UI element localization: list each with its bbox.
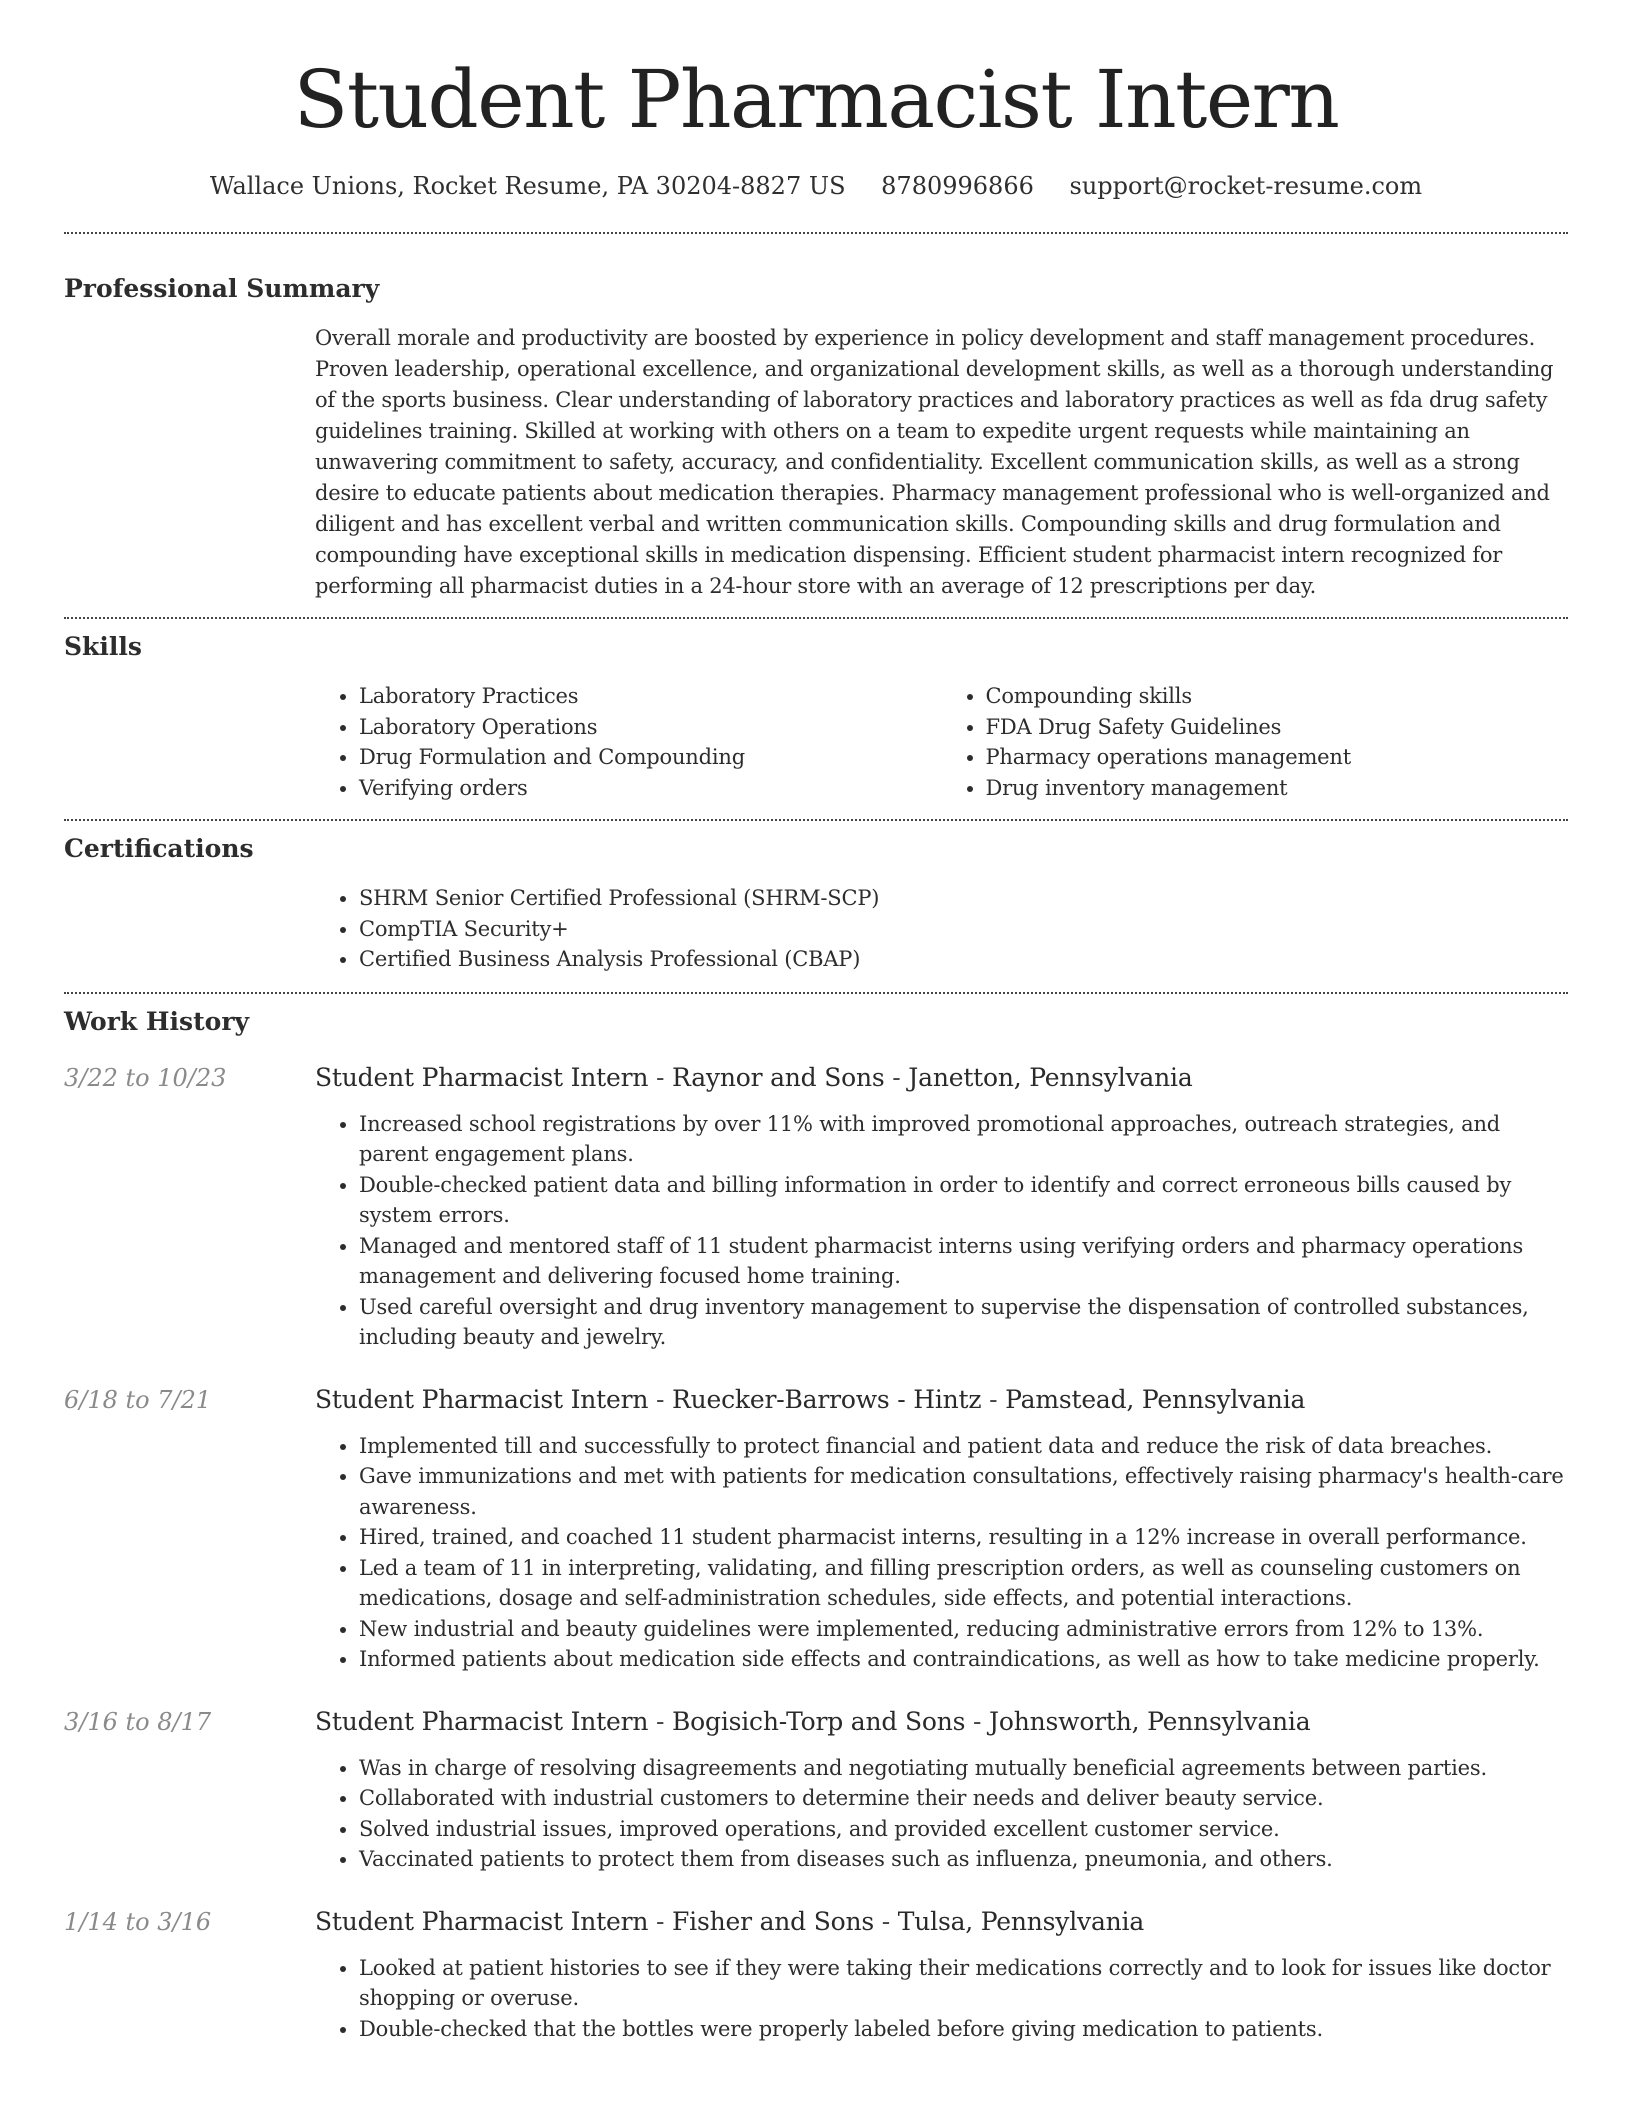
- job-dates: 3/16 to 8/17: [64, 1707, 212, 1736]
- job-role: Student Pharmacist Intern: [315, 1906, 649, 1936]
- job-heading: Student Pharmacist Intern - Raynor and Sons - Janetton, Pennsylvania: [315, 1062, 1193, 1092]
- job-role: Student Pharmacist Intern: [315, 1706, 649, 1736]
- job-body: [315, 1705, 1568, 1875]
- job-dates: 6/18 to 7/21: [64, 1385, 212, 1414]
- skills-list-left: [315, 681, 942, 803]
- job-bullet: • Managed and mentored staff of 11 student pharmacist interns using verifying orders and pharmacy operations management and delivering focused home training.: [359, 1231, 1568, 1292]
- job-entry: [64, 1383, 1568, 1675]
- certification-item: • SHRM Senior Certified Professional (SHRM-SCP): [359, 883, 1568, 914]
- skill-item: • Laboratory Practices: [359, 681, 942, 712]
- summary-text: Overall morale and productivity are boosted by experience in policy development and staff management procedures. Proven leadership, operational excellence, and organizational development skills, as well as a thorough understanding of the sports business. Clear understanding of laboratory practices and laboratory practices as well as fda drug safety guidelines training. Skilled at working with others on a team to expedite urgent requests while maintaining an unwavering commitment to safety, accuracy, and confidentiality. Excellent communication skills, as well as a strong desire to educate patients about medication therapies. Pharmacy management professional who is well-organized and diligent and has excellent verbal and written communication skills. Compounding skills and drug formulation and compounding have exceptional skills in medication dispensing. Efficient student pharmacist intern recognized for performing all pharmacist duties in a 24-hour store with an average of 12 prescriptions per day.: [315, 326, 1554, 598]
- section-title: Skills: [64, 632, 142, 661]
- divider: [64, 232, 1568, 234]
- divider: [64, 992, 1568, 994]
- job-company: Fisher and Sons: [672, 1906, 875, 1936]
- job-heading: Student Pharmacist Intern - Bogisich-Torp and Sons - Johnsworth, Pennsylvania: [315, 1706, 1311, 1736]
- contact-phone: 8780996866: [881, 172, 1034, 200]
- job-heading: Student Pharmacist Intern - Fisher and Sons - Tulsa, Pennsylvania: [315, 1906, 1145, 1936]
- divider: [64, 819, 1568, 821]
- skills-grid: [315, 681, 1568, 803]
- job-entry: [64, 1705, 1568, 1875]
- work-history-section: [64, 1005, 1568, 2045]
- job-body: [315, 1905, 1568, 2045]
- job-bullets: [315, 1109, 1568, 1353]
- job-role: Student Pharmacist Intern: [315, 1384, 649, 1414]
- job-body: [315, 1061, 1568, 1353]
- skill-item: • Verifying orders: [359, 773, 942, 804]
- job-role: Student Pharmacist Intern: [315, 1062, 649, 1092]
- job-bullet: • Implemented till and successfully to protect financial and patient data and reduce the risk of data breaches.: [359, 1431, 1568, 1462]
- certifications-list: [315, 883, 1568, 975]
- job-bullet: • Solved industrial issues, improved operations, and provided excellent customer service.: [359, 1814, 1568, 1845]
- job-bullet: • Looked at patient histories to see if they were taking their medications correctly and to look for issues like doctor shopping or overuse.: [359, 1953, 1568, 2014]
- resume-name: Student Pharmacist Intern: [293, 53, 1339, 146]
- job-company: Ruecker-Barrows - Hintz: [672, 1384, 982, 1414]
- divider: [64, 617, 1568, 619]
- job-heading: Student Pharmacist Intern - Ruecker-Barrows - Hintz - Pamstead, Pennsylvania: [315, 1384, 1306, 1414]
- resume-page: [64, 0, 1568, 2044]
- job-company: Raynor and Sons: [672, 1062, 885, 1092]
- job-bullet: • Collaborated with industrial customers to determine their needs and deliver beauty service.: [359, 1783, 1568, 1814]
- job-bullets: [315, 1953, 1568, 2045]
- job-bullet: • New industrial and beauty guidelines were implemented, reducing administrative errors from 12% to 13%.: [359, 1614, 1568, 1645]
- job-location: Johnsworth, Pennsylvania: [989, 1706, 1311, 1736]
- job-location: Tulsa, Pennsylvania: [897, 1906, 1145, 1936]
- job-company: Bogisich-Torp and Sons: [672, 1706, 966, 1736]
- certifications-section: [64, 832, 1568, 975]
- job-dates: 3/22 to 10/23: [64, 1063, 227, 1092]
- certification-item: • CompTIA Security+: [359, 914, 1568, 945]
- contact-line: [64, 170, 1568, 202]
- job-bullets: [315, 1431, 1568, 1675]
- job-entry: [64, 1061, 1568, 1353]
- job-bullet: • Led a team of 11 in interpreting, validating, and filling prescription orders, as well as counseling customers on medications, dosage and self-administration schedules, side effects, and potential interactions.: [359, 1553, 1568, 1614]
- skill-item: • FDA Drug Safety Guidelines: [986, 712, 1569, 743]
- job-location: Pamstead, Pennsylvania: [1005, 1384, 1306, 1414]
- skill-item: • Drug Formulation and Compounding: [359, 742, 942, 773]
- job-bullet: • Double-checked that the bottles were properly labeled before giving medication to patients.: [359, 2014, 1568, 2045]
- job-bullet: • Increased school registrations by over 11% with improved promotional approaches, outreach strategies, and parent engagement plans.: [359, 1109, 1568, 1170]
- job-bullet: • Used careful oversight and drug inventory management to supervise the dispensation of controlled substances, including beauty and jewelry.: [359, 1292, 1568, 1353]
- contact-address: Wallace Unions, Rocket Resume, PA 30204-8827 US: [209, 172, 846, 200]
- job-body: [315, 1383, 1568, 1675]
- summary-content: [315, 323, 1568, 602]
- job-bullet: • Hired, trained, and coached 11 student pharmacist interns, resulting in a 12% increase in overall performance.: [359, 1522, 1568, 1553]
- job-bullet: • Was in charge of resolving disagreements and negotiating mutually beneficial agreements between parties.: [359, 1753, 1568, 1784]
- job-dates: 1/14 to 3/16: [64, 1907, 212, 1936]
- certification-item: • Certified Business Analysis Professional (CBAP): [359, 944, 1568, 975]
- contact-email: support@rocket-resume.com: [1069, 172, 1423, 200]
- job-entry: [64, 1905, 1568, 2045]
- section-title: Certifications: [64, 834, 254, 863]
- skills-section: [64, 630, 1568, 803]
- skill-item: • Pharmacy operations management: [986, 742, 1569, 773]
- skill-item: • Drug inventory management: [986, 773, 1569, 804]
- skill-item: • Laboratory Operations: [359, 712, 942, 743]
- summary-section: [64, 272, 1568, 602]
- job-bullet: • Informed patients about medication side effects and contraindications, as well as how to take medicine properly.: [359, 1644, 1568, 1675]
- skills-list-right: [942, 681, 1569, 803]
- job-bullet: • Gave immunizations and met with patients for medication consultations, effectively raising pharmacy's health-care awareness.: [359, 1461, 1568, 1522]
- job-bullets: [315, 1753, 1568, 1875]
- section-title: Work History: [64, 1006, 250, 1036]
- certifications-content: [315, 883, 1568, 975]
- job-bullet: • Double-checked patient data and billing information in order to identify and correct erroneous bills caused by system errors.: [359, 1170, 1568, 1231]
- job-location: Janetton, Pennsylvania: [908, 1062, 1193, 1092]
- skill-item: • Compounding skills: [986, 681, 1569, 712]
- job-bullet: • Vaccinated patients to protect them from diseases such as influenza, pneumonia, and others.: [359, 1844, 1568, 1875]
- section-title: Professional Summary: [64, 274, 380, 303]
